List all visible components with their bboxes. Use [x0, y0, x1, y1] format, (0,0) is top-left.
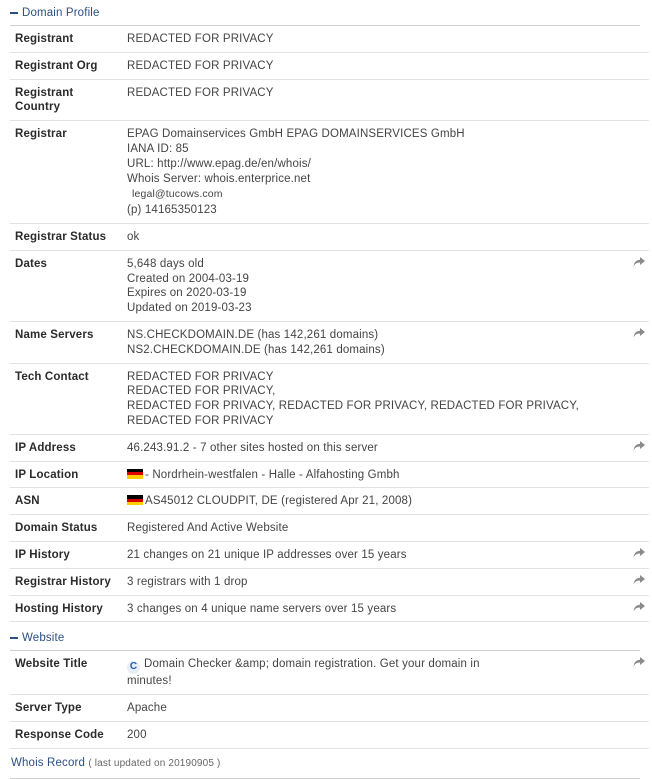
whois-record-link[interactable]: Whois Record [11, 756, 86, 769]
row-action[interactable] [627, 651, 649, 694]
row-value [122, 721, 627, 748]
value-line [127, 286, 622, 301]
value-line [127, 257, 622, 272]
row-value [122, 695, 627, 722]
row-action [627, 223, 649, 250]
value-text: Domain Checker &amp; domain registration. Get your domain in [144, 658, 480, 671]
whois-record-heading [11, 757, 652, 775]
row-value [122, 595, 627, 622]
row-label: Name Servers [10, 321, 122, 363]
domain-profile-header[interactable] [10, 0, 640, 26]
row-label: ASN [10, 488, 122, 515]
value-line [127, 59, 622, 74]
whois-updated-note: ( last updated on 20190905 ) [88, 757, 221, 769]
row-ip-address [10, 434, 649, 461]
value-text: REDACTED FOR PRIVACY [127, 370, 274, 383]
row-dates [10, 250, 649, 321]
row-registrar-history [10, 568, 649, 595]
value-line [127, 127, 622, 142]
row-tech-contact [10, 363, 649, 434]
value-text: URL: http://www.epag.de/en/whois/ [127, 157, 311, 170]
row-value [122, 434, 627, 461]
value-line [127, 674, 622, 689]
value-line [127, 142, 622, 157]
value-text: Apache [127, 702, 167, 714]
value-text: Whois Server: whois.enterprice.net [127, 172, 311, 185]
row-action[interactable] [627, 434, 649, 461]
value-line [127, 32, 622, 47]
row-value [122, 568, 627, 595]
row-value [122, 515, 627, 542]
row-label: Registrant [10, 26, 122, 52]
value-text: EPAG Domainservices GmbH EPAG DOMAINSERVICES GmbH [127, 128, 465, 141]
row-value [122, 52, 627, 79]
value-text: NS.CHECKDOMAIN.DE (has 142,261 domains) [127, 328, 379, 341]
value-text: minutes! [127, 675, 172, 688]
value-line [127, 701, 622, 716]
row-value [122, 321, 627, 363]
row-name-servers [10, 321, 649, 363]
row-label: Hosting History [10, 595, 122, 622]
share-arrow-icon[interactable] [633, 575, 645, 585]
value-text: Created on 2004-03-19 [127, 272, 250, 285]
value-line [127, 203, 622, 218]
value-text: (p) 14165350123 [127, 204, 217, 217]
row-value [122, 541, 627, 568]
row-registrar-status [10, 223, 649, 250]
domain-profile-title: Domain Profile [22, 6, 100, 19]
row-domain-status [10, 515, 649, 542]
value-text: - Nordrhein-westfalen - Halle - Alfahosting Gmbh [145, 468, 400, 481]
row-registrar [10, 121, 649, 224]
value-line [127, 384, 644, 399]
value-text: Expires on 2020-03-19 [127, 287, 247, 300]
row-registrant-country [10, 79, 649, 121]
row-label: Response Code [10, 721, 122, 748]
divider [10, 778, 640, 779]
row-label: IP Address [10, 434, 122, 461]
value-text: 200 [127, 728, 147, 741]
row-hosting-history [10, 595, 649, 622]
row-action [627, 121, 649, 224]
row-action [627, 52, 649, 79]
value-text: REDACTED FOR PRIVACY [127, 86, 274, 99]
row-action [627, 26, 649, 52]
row-label: Registrant Country [10, 79, 122, 121]
row-label: Dates [10, 250, 122, 321]
value-line [127, 157, 622, 172]
value-text: AS45012 CLOUDPIT, DE (registered Apr 21, 2008) [145, 495, 413, 508]
website-header[interactable] [10, 626, 640, 651]
share-arrow-icon[interactable] [633, 548, 645, 558]
value-line [127, 521, 622, 536]
row-label: IP Location [10, 461, 122, 488]
row-value [122, 223, 627, 250]
row-label: Server Type [10, 695, 122, 722]
row-label: Registrar Status [10, 223, 122, 250]
row-action[interactable] [627, 595, 649, 622]
value-text: REDACTED FOR PRIVACY [127, 33, 274, 45]
value-line [127, 187, 622, 202]
value-text: legal@tucows.com [132, 188, 223, 201]
germany-flag-icon [127, 495, 143, 505]
germany-flag-icon [127, 469, 143, 479]
row-label: IP History [10, 541, 122, 568]
value-text: 21 changes on 21 unique IP addresses over 15 years [127, 548, 407, 561]
value-line [127, 728, 622, 743]
row-value [122, 26, 627, 52]
row-value [122, 79, 627, 121]
value-line [127, 86, 622, 101]
share-arrow-icon[interactable] [633, 657, 645, 667]
value-line [127, 602, 622, 617]
row-value [122, 461, 627, 488]
value-line [127, 328, 622, 343]
collapse-minus-icon[interactable] [10, 12, 18, 14]
row-label: Registrant Org [10, 52, 122, 79]
value-text: NS2.CHECKDOMAIN.DE (has 142,261 domains) [127, 343, 385, 356]
row-action [627, 721, 649, 748]
row-ip-location [10, 461, 649, 488]
value-line [127, 343, 622, 358]
row-label: Domain Status [10, 515, 122, 542]
share-arrow-icon[interactable] [633, 602, 645, 612]
value-text: 3 registrars with 1 drop [127, 575, 248, 588]
row-label: Registrar [10, 121, 122, 224]
row-ip-history [10, 541, 649, 568]
row-registrant [10, 26, 649, 52]
row-action [627, 488, 649, 515]
row-label: Tech Contact [10, 363, 122, 434]
value-line [127, 272, 622, 287]
row-action[interactable] [627, 541, 649, 568]
share-arrow-icon[interactable] [633, 441, 645, 451]
row-action [627, 695, 649, 722]
row-label: Website Title [10, 651, 122, 694]
value-line [127, 172, 622, 187]
row-label: Registrar History [10, 568, 122, 595]
value-text: Registered And Active Website [127, 522, 289, 535]
value-text: Updated on 2019-03-23 [127, 302, 252, 315]
row-action [627, 515, 649, 542]
website-title-heading: Website [22, 632, 65, 645]
value-line [127, 230, 622, 245]
value-line [127, 548, 622, 563]
collapse-minus-icon[interactable] [10, 637, 18, 639]
row-value [122, 250, 627, 321]
row-action[interactable] [627, 321, 649, 363]
row-value [122, 488, 627, 515]
value-text: 3 changes on 4 unique name servers over 15 years [127, 602, 397, 615]
value-line [127, 575, 622, 590]
row-action[interactable] [627, 568, 649, 595]
row-website-title [10, 651, 649, 694]
row-server-type [10, 695, 649, 722]
value-text: 5,648 days old [127, 257, 204, 270]
value-line [127, 301, 622, 316]
row-response-code [10, 721, 649, 748]
row-action [627, 79, 649, 121]
row-value [122, 363, 649, 434]
row-registrant-org [10, 52, 649, 79]
row-action[interactable] [627, 250, 649, 321]
row-action [627, 461, 649, 488]
share-arrow-icon[interactable] [633, 328, 645, 338]
row-value [122, 651, 627, 694]
site-favicon-icon: C [127, 661, 140, 674]
row-value [122, 121, 627, 224]
value-text: IANA ID: 85 [127, 142, 189, 155]
row-asn [10, 488, 649, 515]
website-table [10, 651, 649, 748]
value-text: REDACTED FOR PRIVACY [127, 59, 274, 72]
domain-profile-table [10, 26, 649, 622]
value-text: 46.243.91.2 - 7 other sites hosted on this server [127, 441, 378, 454]
value-line [127, 441, 622, 456]
value-line [127, 494, 622, 509]
value-text: ok [127, 230, 140, 243]
share-arrow-icon[interactable] [633, 257, 645, 267]
value-line [127, 399, 644, 429]
value-text: REDACTED FOR PRIVACY, REDACTED FOR PRIVACY, REDACTED FOR PRIVACY, REDACTED FOR PRIVACY [127, 400, 579, 427]
value-text: REDACTED FOR PRIVACY, [127, 385, 276, 398]
value-line [127, 468, 622, 483]
value-line [127, 370, 644, 385]
value-line [127, 657, 622, 674]
